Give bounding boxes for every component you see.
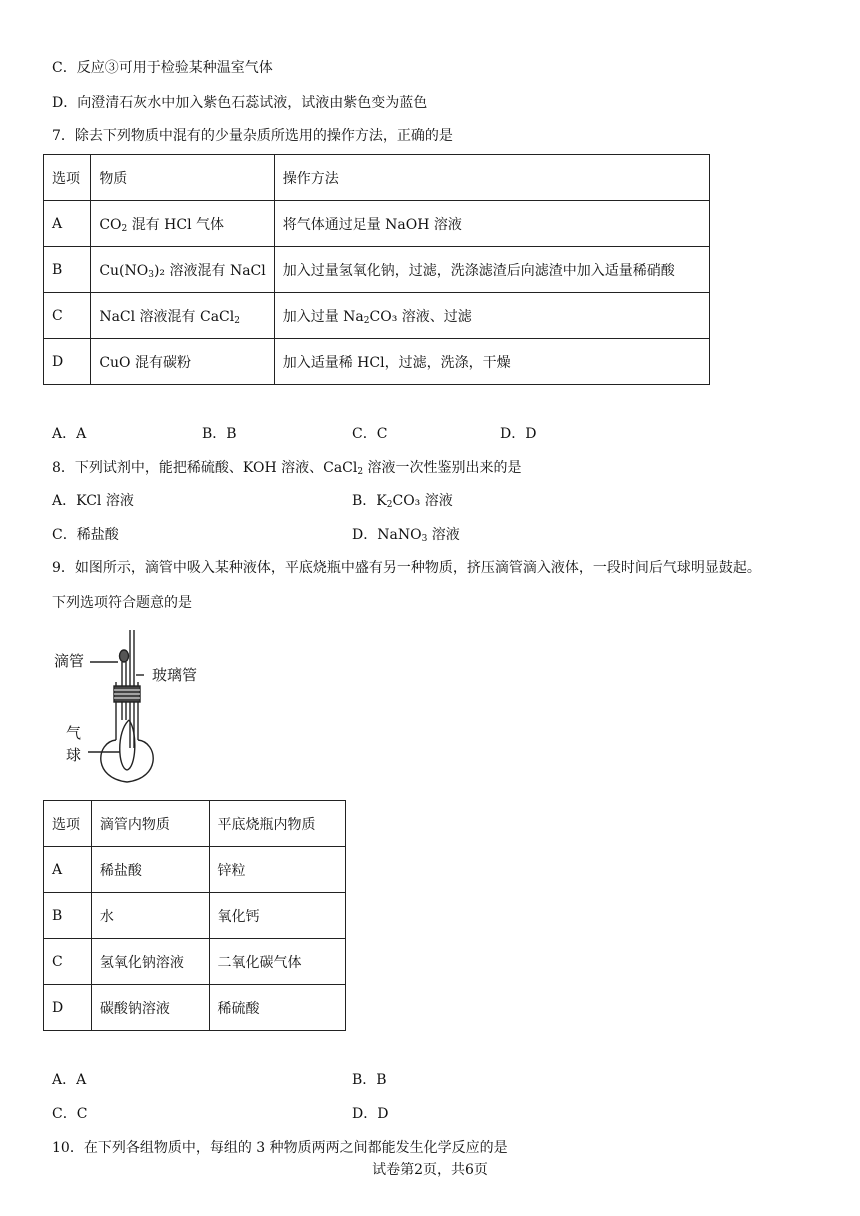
q7-stem: 7．除去下列物质中混有的少量杂质所选用的操作方法，正确的是 <box>52 128 453 144</box>
row-flask: 锌粒 <box>209 847 345 893</box>
table-row <box>44 985 346 1031</box>
label-glass-tube: 玻璃管 <box>152 666 198 684</box>
row-substance: NaCl 溶液混有 CaCl$_2$ <box>91 293 274 339</box>
q9-stem-line1: 9．如图所示，滴管中吸入某种液体，平底烧瓶中盛有另一种物质，挤压滴管滴入液体，一段时间后气球明显鼓起。 <box>52 560 761 576</box>
q9-table <box>43 800 346 1031</box>
row-dropper: 氢氧化钠溶液 <box>91 939 209 985</box>
label-balloon-1: 气 <box>66 724 82 742</box>
row-option: A <box>44 201 91 247</box>
q8-option-d: D．NaNO$_3$ 溶液 <box>352 527 460 544</box>
row-method: 将气体通过足量 NaOH 溶液 <box>274 201 709 247</box>
page-footer: 试卷第2页，共6页 <box>372 1162 488 1178</box>
table-row <box>44 293 710 339</box>
row-method: 加入适量稀 HCl，过滤，洗涤，干燥 <box>274 339 709 385</box>
row-flask: 氧化钙 <box>209 893 345 939</box>
q8-option-a: A．KCl 溶液 <box>52 493 134 509</box>
q8-option-b: B．$K_2CO_3$ 溶液 <box>352 493 453 510</box>
row-option: D <box>44 339 91 385</box>
label-balloon-2: 球 <box>66 746 82 764</box>
row-option: C <box>44 293 91 339</box>
row-dropper: 碳酸钠溶液 <box>91 985 209 1031</box>
row-flask: 稀硫酸 <box>209 985 345 1031</box>
header-method: 操作方法 <box>274 155 709 201</box>
q9-stem-line2: 下列选项符合题意的是 <box>52 595 192 611</box>
table-row <box>44 893 346 939</box>
table-row <box>44 339 710 385</box>
row-dropper: 稀盐酸 <box>91 847 209 893</box>
q6-option-d: D．向澄清石灰水中加入紫色石蕊试液，试液由紫色变为蓝色 <box>52 95 428 111</box>
header-option: 选项 <box>44 155 91 201</box>
row-option: B <box>44 247 91 293</box>
q9-answer-d: D．D <box>352 1106 389 1122</box>
row-dropper: 水 <box>91 893 209 939</box>
table-row <box>44 247 710 293</box>
row-option: D <box>44 985 92 1031</box>
table-row <box>44 939 346 985</box>
q6-option-c: C．反应③可用于检验某种温室气体 <box>52 60 273 76</box>
header-substance: 物质 <box>91 155 274 201</box>
header-option: 选项 <box>44 801 92 847</box>
row-flask: 二氧化碳气体 <box>209 939 345 985</box>
q9-answer-a: A．A <box>52 1072 87 1088</box>
q7-answer-d: D．D <box>500 426 537 442</box>
row-option: B <box>44 893 92 939</box>
q10-stem: 10．在下列各组物质中，每组的 3 种物质两两之间都能发生化学反应的是 <box>52 1140 508 1156</box>
label-dropper: 滴管 <box>54 652 85 670</box>
table-row <box>44 201 710 247</box>
row-method: 加入过量氢氧化钠，过滤，洗涤滤渣后向滤渣中加入适量稀硝酸 <box>274 247 709 293</box>
row-substance: CuO 混有碳粉 <box>91 339 274 385</box>
row-substance: $Cu(NO_3)_2$ 溶液混有 NaCl <box>91 247 274 293</box>
row-substance: $CO_2$ 混有 HCl 气体 <box>91 201 274 247</box>
header-flask-substance: 平底烧瓶内物质 <box>209 801 345 847</box>
row-method: 加入过量 $Na_2CO_3$ 溶液、过滤 <box>274 293 709 339</box>
q7-table <box>43 154 710 385</box>
q9-answer-b: B．B <box>352 1072 387 1088</box>
table-row <box>44 847 346 893</box>
apparatus-figure <box>52 628 212 784</box>
table-header-row <box>44 155 710 201</box>
row-option: C <box>44 939 92 985</box>
q8-stem: 8．下列试剂中，能把稀硫酸、KOH 溶液、CaCl$_2$ 溶液一次性鉴别出来的是 <box>52 460 522 477</box>
header-dropper-substance: 滴管内物质 <box>91 801 209 847</box>
q8-option-c: C．稀盐酸 <box>52 527 119 543</box>
table-header-row <box>44 801 346 847</box>
q9-answer-c: C．C <box>52 1106 88 1122</box>
q7-answer-b: B．B <box>202 426 237 442</box>
row-option: A <box>44 847 92 893</box>
q7-answer-c: C．C <box>352 426 388 442</box>
q7-answer-a: A．A <box>52 426 87 442</box>
